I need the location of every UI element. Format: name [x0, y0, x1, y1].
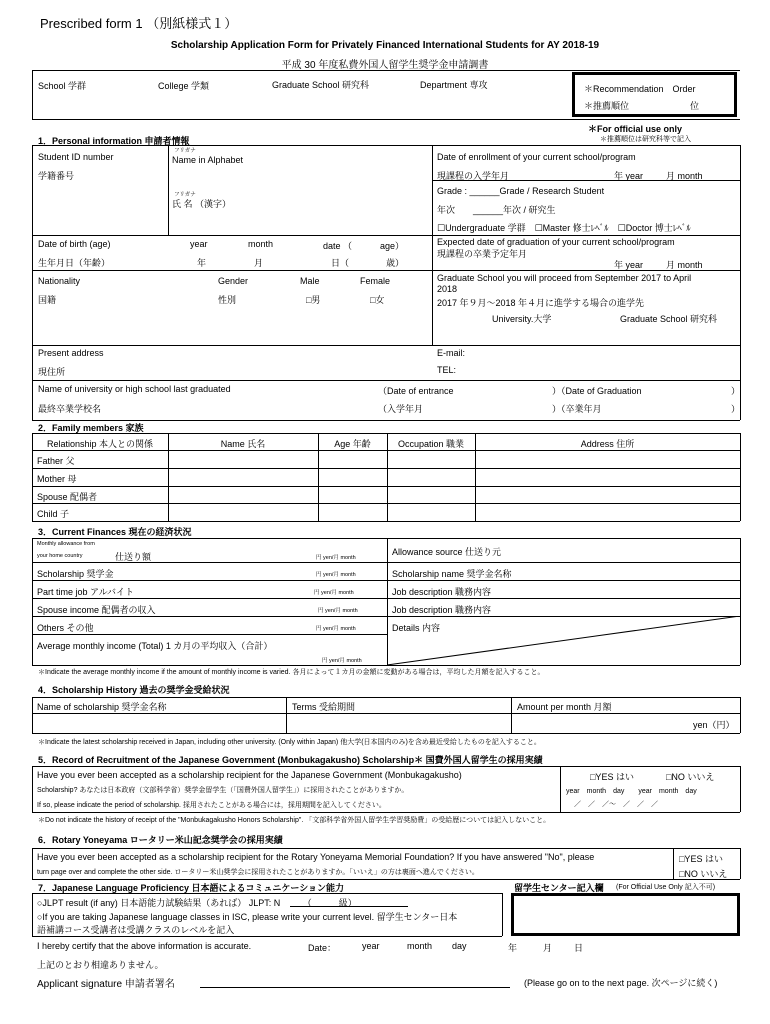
- family-header-relationship: Relationship 本人との関係: [46, 439, 154, 449]
- rotary-question-2: turn page over and complete the other side. ロータリー米山奨学会に採用されたことがありますか。「いいえ」の方は裏面へ進んでください。: [37, 869, 479, 876]
- recommendation-order-ja: ＊推薦順位: [584, 101, 630, 111]
- rotary-no-checkbox[interactable]: □NO いいえ: [679, 869, 728, 879]
- grade-ja: 年次 ______年次 / 研究生: [437, 205, 556, 215]
- family-header-occupation: Occupation 職業: [397, 439, 465, 449]
- average-income-label: Average monthly income (Total) 1 カ月の平均収入（合計）: [37, 641, 273, 651]
- footer-tsuki: 月: [543, 943, 553, 953]
- enrollment-date-ja: 現課程の入学年月: [437, 171, 510, 181]
- proceed-graduate-school: Graduate School 研究科: [620, 314, 718, 324]
- scholarship-history-note: ＊Indicate the latest scholarship received in Japan, including other university. (Only within Japan) 他大学(日本国内のみ)を含め最近受給したものを記入すること。: [38, 739, 541, 746]
- center-use-box: [511, 893, 740, 936]
- monbukagakusho-question-1: Have you ever been accepted as a scholarship recipient for the Japanese Government (Monbukagakusho): [37, 770, 462, 780]
- name-kanji-label: 氏 名 （漢字）: [172, 199, 232, 209]
- school-label: School 学群: [38, 81, 87, 91]
- section6-heading: 6．Rotary Yoneyama ロータリー米山記念奨学会の採用実績: [38, 835, 283, 845]
- furigana-2: フリガナ: [174, 192, 196, 198]
- dob-date: date （: [323, 241, 353, 251]
- section1-heading: 1．Personal information 申請者情報: [38, 136, 190, 146]
- enrollment-month: 月 month: [666, 171, 703, 181]
- spouse-income-unit: 円 yen/月 month: [318, 608, 358, 614]
- footer-year: year: [362, 941, 380, 951]
- form-title-en: Scholarship Application Form for Privately Financed International Students for AY 2018-19: [170, 40, 600, 51]
- center-use-note: (For Official Use Only 記入不可): [616, 884, 716, 891]
- paren-close-2: ）: [731, 404, 741, 414]
- proceed-label-1: Graduate School you will proceed from September 2017 to April: [437, 273, 692, 283]
- section4-heading: 4．Scholarship History 過去の奨学金受給状況: [38, 685, 230, 695]
- dob-age: age）: [380, 241, 405, 251]
- email-label: E-mail:: [437, 348, 466, 358]
- name-alphabet-label: Name in Alphabet: [172, 155, 244, 165]
- footer-nen: 年: [508, 943, 518, 953]
- monbukagakusho-note: ＊Do not indicate the history of receipt of the "Monbukagakusho Honors Scholarship". 「文部科学省外国人留学生学習奨励費」の受給歴については記入しないこと。: [38, 817, 551, 824]
- enrollment-date-label: Date of enrollment of your current school/program: [437, 152, 636, 162]
- address-label: Present address: [38, 348, 104, 358]
- center-use-label: 留学生センター記入欄: [514, 883, 604, 893]
- department-label: Department 専攻: [420, 80, 488, 90]
- gender-label: Gender: [218, 276, 249, 286]
- section3-heading: 3．Current Finances 現在の経済状況: [38, 527, 192, 537]
- scholarship-period-header: year month day year month day: [566, 788, 697, 795]
- family-header-address: Address 住所: [580, 439, 635, 449]
- signature-line[interactable]: [200, 987, 510, 988]
- gender-ja: 性別: [218, 295, 237, 305]
- applicant-signature-label: Applicant signature 申請者署名: [37, 979, 175, 990]
- graduation-date-ja: ）（卒業年月: [552, 404, 602, 414]
- others-label: Others その他: [37, 623, 94, 633]
- paren-close-1: ）: [731, 386, 741, 396]
- recommendation-order-label: ＊Recommendation Order: [584, 84, 696, 94]
- average-income-unit: 円 yen/月 month: [322, 658, 362, 664]
- scholarship-label: Scholarship 奨学金: [37, 569, 114, 579]
- spouse-income-label: Spouse income 配偶者の収入: [37, 605, 156, 615]
- details-label: Details 内容: [392, 623, 441, 633]
- family-row-child: Child 子: [37, 509, 70, 519]
- footer-hi: 日: [574, 943, 584, 953]
- monbukagakusho-question-3: If so, please indicate the period of scholarship. 採用されたことがある場合には，採用期間を記入してください。: [37, 802, 386, 809]
- proceed-university: University.大学: [492, 314, 552, 324]
- expected-graduation-label: Expected date of graduation of your current school/program: [437, 237, 675, 247]
- official-use-ja: ＊推薦順位は研究科等で記入: [600, 136, 691, 143]
- others-unit: 円 yen/月 month: [316, 626, 356, 632]
- male-label: Male: [300, 276, 320, 286]
- allowance-ja: 仕送り額: [115, 552, 152, 562]
- scholarship-name-label: Scholarship name 奨学金名称: [392, 569, 512, 579]
- dob-ja: 生年月日（年齢）: [38, 258, 111, 268]
- family-header-age: Age 年齢: [334, 439, 371, 449]
- family-header-name: Name 氏名: [220, 439, 266, 449]
- isc-level-label-1: ○If you are taking Japanese language classes in ISC, please write your current level. 留学生センター日本: [37, 912, 458, 922]
- student-id-label: Student ID number: [38, 152, 114, 162]
- scholarship-history-name: Name of scholarship 奨学金名称: [37, 702, 167, 712]
- footer-month: month: [407, 941, 433, 951]
- student-id-ja: 学籍番号: [38, 171, 75, 181]
- tel-label: TEL:: [437, 365, 457, 375]
- male-checkbox[interactable]: □男: [306, 295, 321, 305]
- scholarship-history-amount: Amount per month 月額: [517, 702, 612, 712]
- dob-label: Date of birth (age): [38, 239, 111, 249]
- scholarship-history-terms: Terms 受給期間: [292, 702, 356, 712]
- rotary-yes-checkbox[interactable]: □YES はい: [679, 854, 723, 864]
- job-description-1: Job description 職務内容: [392, 587, 492, 597]
- parttime-unit: 円 yen/月 month: [314, 590, 354, 596]
- dob-year: year: [190, 239, 208, 249]
- parttime-label: Part time job アルバイト: [37, 587, 135, 597]
- graduate-school-label: Graduate School 研究科: [272, 80, 370, 90]
- section7-heading: 7．Japanese Language Proficiency 日本語によるコミュニケーション能力: [38, 883, 345, 893]
- furigana-1: フリガナ: [174, 148, 196, 154]
- jlpt-result-label: ○JLPT result (if any) 日本語能力試験結果（あれば） JLPT: N （ 級）: [37, 898, 357, 908]
- finance-note: ＊Indicate the average monthly income if the amount of monthly income is varied. 各月によって１カ月の金額に変動がある場合は，平均した月額を記入すること。: [38, 669, 545, 676]
- address-ja: 現住所: [38, 367, 66, 377]
- graduation-month: 月 month: [666, 260, 703, 270]
- dob-month: month: [248, 239, 274, 249]
- entrance-date-ja: （入学年月: [378, 404, 424, 414]
- proceed-label-2: 2018: [437, 284, 458, 294]
- allowance-source-label: Allowance source 仕送り元: [392, 547, 502, 557]
- date-label: Date：: [308, 943, 337, 953]
- scholarship-period-slashes: ／ ／ ／～ ／ ／ ／: [574, 801, 658, 808]
- job-description-2: Job description 職務内容: [392, 605, 492, 615]
- expected-graduation-ja: 現課程の卒業予定年月: [437, 249, 528, 259]
- scholarship-unit: 円 yen/月 month: [316, 572, 356, 578]
- proceed-ja: 2017 年９月～2018 年４月に進学する場合の進学先: [437, 298, 645, 308]
- monbukagakusho-question-2: Scholarship? あなたは日本政府（文部科学省）奨学金留学生（「国費外国人留学生」）に採用されたことがありますか。: [37, 787, 409, 794]
- section2-heading: 2．Family members 家族: [38, 423, 144, 433]
- footer-day: day: [452, 941, 467, 951]
- female-label: Female: [360, 276, 391, 286]
- rank-unit: 位: [690, 101, 700, 111]
- enrollment-year: 年 year: [614, 171, 644, 181]
- nationality-ja: 国籍: [38, 295, 57, 305]
- graduation-year: 年 year: [614, 260, 644, 270]
- dob-day-ja: 日（: [331, 258, 350, 268]
- college-label: College 学類: [158, 81, 210, 91]
- grade-label: Grade : ______Grade / Research Student: [437, 186, 605, 196]
- female-checkbox[interactable]: □女: [370, 295, 385, 305]
- last-school-ja: 最終卒業学校名: [38, 404, 102, 414]
- prescribed-form-label: Prescribed form 1 （別紙様式１）: [40, 16, 238, 31]
- certify-statement: I hereby certify that the above information is accurate.: [37, 941, 252, 951]
- scholarship-history-yen: yen（円）: [693, 720, 735, 730]
- monbukagakusho-yes-checkbox[interactable]: □YES はい: [590, 772, 634, 782]
- graduation-date-label: ）（Date of Graduation: [552, 386, 642, 396]
- allowance-unit: 円 yen/月 month: [316, 555, 356, 561]
- nationality-label: Nationality: [38, 276, 81, 286]
- family-row-spouse: Spouse 配偶者: [37, 492, 98, 502]
- allowance-label-2: your home country: [37, 553, 83, 559]
- isc-level-label-2: 語補講コース受講者は受講クラスのレベルを記入: [37, 925, 235, 935]
- dob-age-ja: 歳）: [386, 258, 405, 268]
- program-level-options[interactable]: ☐Undergraduate 学群 ☐Master 修士ﾚﾍﾞﾙ ☐Doctor 博士ﾚﾍﾞﾙ: [437, 223, 691, 233]
- family-row-mother: Mother 母: [37, 474, 77, 484]
- certify-ja: 上記のとおり相違ありません。: [37, 960, 164, 970]
- family-row-father: Father 父: [37, 456, 75, 466]
- next-page-note: (Please go on to the next page. 次ページに続く): [524, 978, 718, 988]
- dob-month-ja: 月: [254, 258, 264, 268]
- allowance-label-1: Monthly allowance from: [37, 541, 95, 547]
- dob-year-ja: 年: [197, 258, 207, 268]
- official-use-label: ＊For official use only: [588, 124, 683, 134]
- last-school-label: Name of university or high school last graduated: [38, 384, 231, 394]
- monbukagakusho-no-checkbox[interactable]: □NO いいえ: [666, 772, 715, 782]
- entrance-date-label: （Date of entrance: [378, 386, 454, 396]
- rotary-question-1: Have you ever been accepted as a scholarship recipient for the Rotary Yoneyama Memorial Foundation? If you have answered "No", please: [37, 852, 595, 862]
- section5-heading: 5．Record of Recruitment of the Japanese Government (Monbukagakusho) Scholarship＊ 国費外国人留学生の採用実績: [38, 755, 543, 765]
- form-title-ja: 平成 30 年度私費外国人留学生奨学金申請調書: [281, 60, 489, 71]
